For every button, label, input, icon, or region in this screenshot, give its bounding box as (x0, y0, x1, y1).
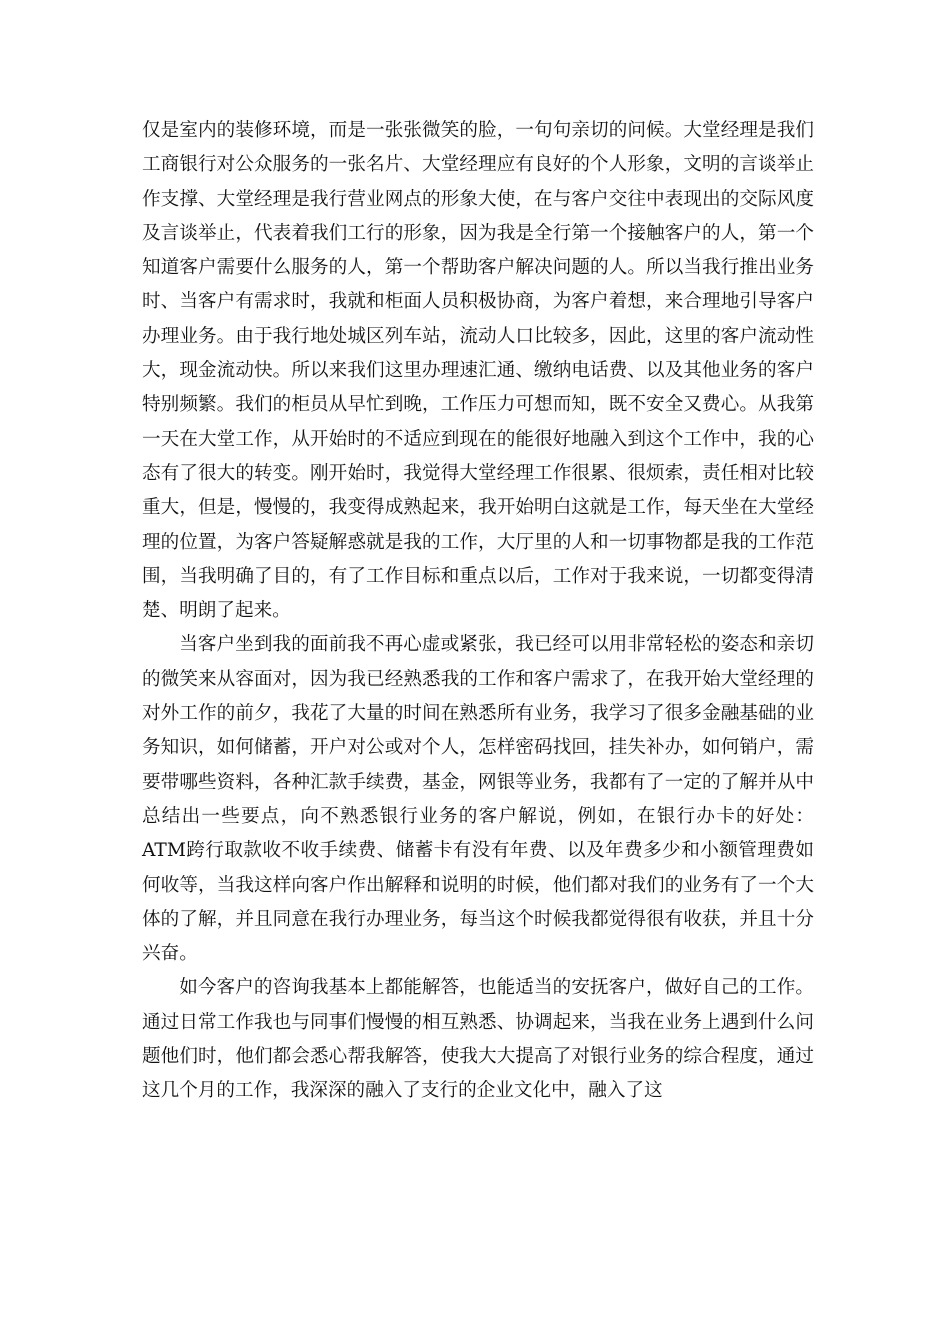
paragraph-3: 如今客户的咨询我基本上都能解答，也能适当的安抚客户，做好自己的工作。通过日常工作我也与同事们慢慢的相互熟悉、协调起来，当我在业务上遇到什么问题他们时，他们都会悉心帮我解答，使我大大提高了对银行业务的综合程度，通过这几个月的工作，我深深的融入了支行的企业文化中，融入了这 (142, 977, 814, 1102)
paragraph-2: 当客户坐到我的面前我不再心虚或紧张，我已经可以用非常轻松的姿态和亲切的微笑来从容面对，因为我已经熟悉我的工作和客户需求了，在我开始大堂经理的对外工作的前夕，我花了大量的时间在熟悉所有业务，我学习了很多金融基础的业务知识，如何储蓄，开户对公或对个人，怎样密码找回，挂失补办，如何销户，需要带哪些资料，各种汇款手续费，基金，网银等业务，我都有了一定的了解并从中总结出一些要点，向不熟悉银行业务的客户解说，例如，在银行办卡的好处：ATM跨行取款收不收手续费、储蓄卡有没有年费、以及年费多少和小额管理费如何收等，当我这样向客户作出解释和说明的时候，他们都对我们的业务有了一个大体的了解，并且同意在我行办理业务，每当这个时候我都觉得很有收获，并且十分兴奋。 (142, 634, 814, 965)
paragraph-1: 仅是室内的装修环境，而是一张张微笑的脸，一句句亲切的问候。大堂经理是我们工商银行对公众服务的一张名片、大堂经理应有良好的个人形象，文明的言谈举止作支撑、大堂经理是我行营业网点的形象大使，在与客户交往中表现出的交际风度及言谈举止，代表着我们工行的形象，因为我是全行第一个接触客户的人，第一个知道客户需要什么服务的人，第一个帮助客户解决问题的人。所以当我行推出业务时、当客户有需求时，我就和柜面人员积极协商，为客户着想，来合理地引导客户办理业务。由于我行地处城区列车站，流动人口比较多，因此，这里的客户流动性大，现金流动快。所以来我们这里办理速汇通、缴纳电话费、以及其他业务的客户特别频繁。我们的柜员从早忙到晚，工作压力可想而知，既不安全又费心。从我第一天在大堂工作，从开始时的不适应到现在的能很好地融入到这个工作中，我的心态有了很大的转变。刚开始时，我觉得大堂经理工作很累、很烦索，责任相对比较重大，但是，慢慢的，我变得成熟起来，我开始明白这就是工作，每天坐在大堂经理的位置，为客户答疑解惑就是我的工作，大厅里的人和一切事物都是我的工作范围，当我明确了目的，有了工作目标和重点以后，工作对于我来说，一切都变得清楚、明朗了起来。 (142, 120, 814, 622)
body-text (142, 114, 814, 1109)
